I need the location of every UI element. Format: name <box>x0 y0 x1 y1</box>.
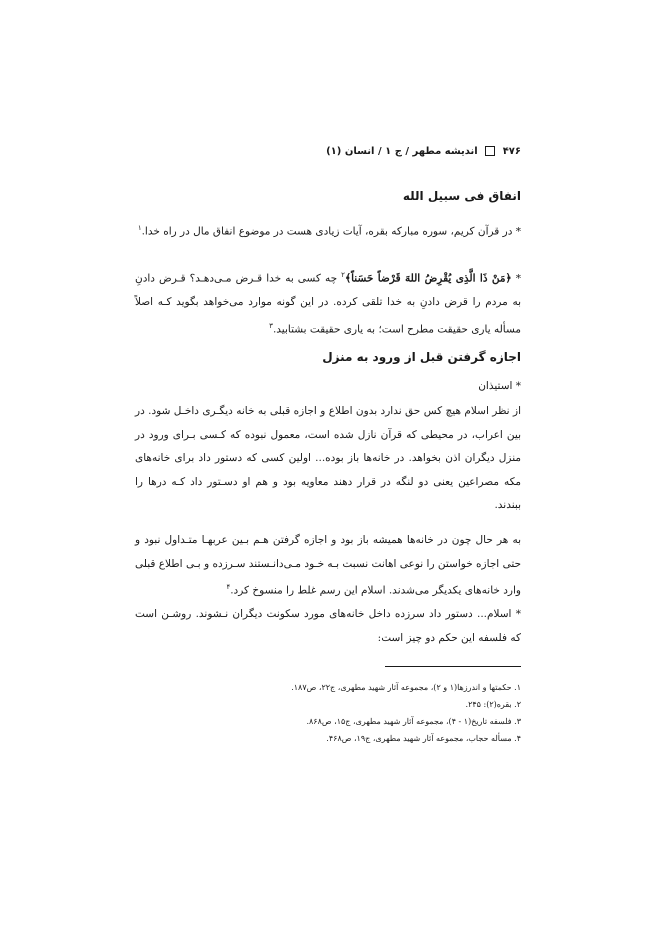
running-title: اندیشه مطهر / ج ۱ / انسان (۱) <box>326 146 478 157</box>
footnote-ref-1: ۱ <box>137 224 142 232</box>
quran-verse: ﴿مَنْ ذَا الَّذِی یُقْرِضُ اللهَ قَرْضاً حَسَناً﴾ <box>344 272 512 285</box>
footnote-4: ۴. مسأله حجاب، مجموعه آثار شهید مطهری، ج۱۹، ص۴۶۸. <box>326 734 521 743</box>
section-heading-infaq: انفاق فی سبیل الله <box>402 189 521 203</box>
paragraph-permission-2: به هر حال چون در خانه‌ها همیشه باز بود و اجازه گرفتن هـم بـین عربهـا متـداول نبود و حتی اجازه خواستن را نوعی اهانت نسبت بـه خـود مـی‌دانـستند سـرزده و بـی اطلاع قبلی وارد خانه‌های یکدیگر می‌شدند. اسلام این رسم غلط را منسوخ کرد.$^۴$ <box>135 534 521 597</box>
footnote-divider <box>385 666 521 667</box>
footnote-3: ۳. فلسفه تاریخ(۱ - ۴)، مجموعه آثار شهید مطهری، ج۱۵، ص۸۶۸. <box>306 717 521 726</box>
paragraph-isti-dhan: * استیذان <box>478 380 521 392</box>
footnotes <box>135 679 521 747</box>
footnote-2: ۲. بقره(۲): ۲۴۵. <box>465 700 521 709</box>
paragraph-permission-3: * اسلام... دستور داد سرزده داخل خانه‌های مورد سکونت دیگران نـشوند. روشـن است که فلسفه این حکم دو چیز است: <box>135 608 521 644</box>
paragraph-infaq-1: * در قرآن کریم، سوره مبارکه بقره، آیات زیادی هست در موضوع انفاق مال در راه خدا.$^۱$ <box>137 224 521 238</box>
footnote-ref-2: ۲ <box>341 271 345 279</box>
section-heading-permission: اجازه گرفتن قبل از ورود به منزل <box>322 350 521 364</box>
paragraph-infaq-2: * ﴿مَنْ ذَا الَّذِی یُقْرِضُ اللهَ قَرْضاً حَسَناً﴾$^۲$ چه کسی به خدا قـرض مـی‌دهـد؟ قـرض دادنِ به مردم را قرض دادنِ به خدا تلقی کرده. در این گونه موارد می‌خواهد بگوید کـه اصلاً مسأله یاری حقیقت مطرح است؛ به یاری حقیقت بشتابید.$^۳$ <box>135 271 521 335</box>
footnote-ref-4: ۴ <box>226 583 231 591</box>
paragraph-permission-1: از نظر اسلام هیچ کس حق ندارد بدون اطلاع و اجازه قبلی به خانه دیگـری داخـل شود. در بین اعراب، در محیطی که قرآن نازل شده است، معمول نبوده که کـسی بـرای ورود در منزل دیگران اذن بخواهد. در خانه‌ها باز بوده... اولین کسی که دستور داد برای خانه‌های مکه مصراعین یعنی دو لنگه در قرار دهند معاویه بود و هم او دسـتور داد کـه درها را ببندند. <box>135 405 521 511</box>
running-header <box>121 146 521 157</box>
page-number: ۴۷۶ <box>502 146 521 157</box>
square-icon <box>485 146 495 156</box>
footnote-ref-3: ۳ <box>269 321 273 330</box>
footnote-1: ۱. حکمتها و اندرزها(۱ و ۲)، مجموعه آثار شهید مطهری، ج۲۲، ص۱۸۷. <box>291 683 521 692</box>
